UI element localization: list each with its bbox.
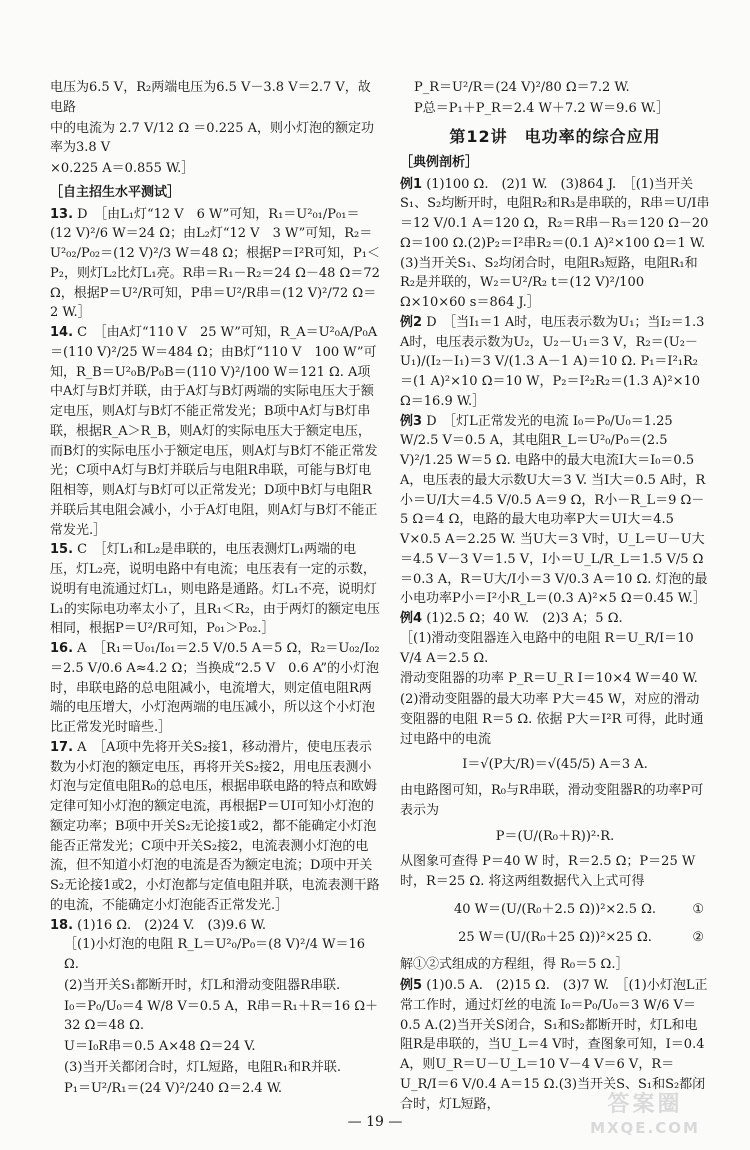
example-label: 例5 [400,978,423,994]
item-text: C ［由A灯“110 V 25 W”可知，R_A＝U²₀A/P₀A＝(110 V)²/25 W＝484 Ω；由B灯“110 V 100 W”可知，R_B＝U²₀B/P₀B＝(110 V)²/100 W＝121 Ω. A项中A灯与B灯并联，由于A灯与B灯两端的实际电压大于额定电压，则A灯与B灯不能正常发光；B项中A灯与B灯串联，根据R_A＞R_B，则A灯的实际电压大于额定电压，而B灯的实际电压小于额定电压，则A灯与B灯不能正常发光；C项中A灯与B灯并联后与电阻R串联，可能与B灯电阻相等，则A灯与B灯可以正常发光；D项中B灯与电阻R并联后其电阻会减小，小于A灯电阻，则A灯与B灯不能正常发光.］ [50,325,378,538]
item-text: D ［由L₁灯“12 V 6 W”可知，R₁＝U²₀₁/P₀₁＝(12 V)²/6 W＝24 Ω；由L₂灯“12 V 3 W”可知，R₂＝U²₀₂/P₀₂＝(12 V)²/3 W＝48 Ω；根据P＝I²R可知，P₁＜P₂，则灯L₂比灯L₁亮。R串＝R₁－R₂＝24 Ω－48 Ω＝72 Ω，根据P＝U²/R可知，P串＝U²/R串＝(12 V)²/72 Ω＝2 W.］ [50,206,380,321]
text-line: P₁＝U²/R₁＝(24 V)²/240 Ω＝2.4 W. [64,1080,283,1096]
example-item [400,175,710,313]
text-line: 滑动变阻器的功率 P_R＝U_R I＝10×4 W＝40 W. [400,671,698,687]
watermark-url: MXQE.COM [590,1119,700,1137]
example-item [400,313,710,412]
equation-1 [400,900,710,920]
watermark-text: 答案圈 [607,1092,683,1117]
example-label: 例4 [400,611,423,627]
formula-power: P＝(U/(R₀＋R))²·R. [495,828,615,844]
example-label: 例2 [400,314,423,330]
text-line: (2)滑动变阻器的最大功率 P大＝45 W，对应的滑动变阻器的电阻 R＝5 Ω. 依据 P大＝I²R 可得，此时通过电路中的电流 [400,692,704,747]
answer-item [50,738,380,916]
example-text: (1)100 Ω. (2)1 W. (3)864 J. ［(1)当开关S₁、S₂均断开时，电阻R₂和R₃是串联的，R串＝U/I串＝12 V/0.1 A＝120 Ω，R₂＝R串－R₃＝120 Ω－20 Ω＝100 Ω.(2)P₂＝I²串R₂＝(0.1 A)²×100 Ω＝1 W.(3)当开关S₁、S₂均闭合时，电阻R₃短路，电阻R₁和R₂是并联的，W₂＝U²/R₂ t＝(12 V)²/100 Ω×10×60 s＝864 J.］ [400,176,710,311]
example-item [400,609,710,629]
equation-text: 40 W＝(U/(R₀＋2.5 Ω))²×2.5 Ω. [453,901,657,917]
section-subheader: ［典例剖析］ [400,154,479,170]
text-line: ［(1)滑动变阻器连入电路中的电阻 R＝U_R/I＝10 V/4 A＝2.5 Ω. [400,630,694,666]
solution-18 [50,935,380,1098]
example-label: 例3 [400,413,423,429]
example-text: D ［当I₁＝1 A时，电压表示数为U₁；当I₂＝1.3 A时，电压表示数为U₂，U₂－U₁＝3 V，R₂＝(U₂－U₁)/(I₂－I₁)＝3 V/(1.3 A－1 A)＝10 Ω. P₁＝I²₁R₂＝(1 A)²×10 Ω＝10 W，P₂＝I²₂R₂＝(1.3 A)²×10 Ω＝16.9 W.］ [400,314,705,409]
item-number: 18. [50,917,74,933]
text-line: 从图象可查得 P＝40 W 时，R＝2.5 Ω；P＝25 W 时，R＝25 Ω. 将这两组数据代入上式可得 [400,854,696,890]
page-number: — 19 — [347,1114,403,1130]
item-text: (1)16 Ω. (2)24 V. (3)9.6 W. [77,917,266,933]
watermark-logo [570,1092,720,1144]
answer-item [50,639,380,738]
example-item [400,412,710,610]
equation-text: 25 W＝(U/(R₀＋25 Ω))²×25 Ω. [458,929,652,945]
answer-item [50,916,380,936]
text-line: 中的电流为 2.7 V/12 Ω ＝0.225 A，则小灯泡的额定功率为3.8 V [50,120,375,156]
text-line: U＝I₀R串＝0.5 A×48 Ω＝24 V. [64,1039,256,1054]
text-line: ［(1)小灯泡的电阻 R_L＝U²₀/P₀＝(8 V)²/4 W＝16 Ω. [64,937,366,972]
equation-2 [400,928,710,948]
answer-item [50,205,380,324]
item-number: 15. [50,542,74,558]
section-title: 第12讲 电功率的综合应用 [449,126,661,146]
text-line: 电压为6.5 V，R₂两端电压为6.5 V－3.8 V＝2.7 V，故电路 [50,80,371,115]
answer-item [50,540,380,639]
item-number: 14. [50,325,74,340]
text-line: 由电路图可知，R₀与R串联，滑动变阻器R的功率P可表示为 [400,783,704,818]
formula-current: I＝√(P大/R)＝√(45/5) A＝3 A. [462,757,648,773]
item-text: A ［R₁＝U₀₁/I₀₁＝2.5 V/0.5 A＝5 Ω，R₂＝U₀₂/I₀₂＝2.5 V/0.6 A≈4.2 Ω；当换成“2.5 V 0.6 A”的小灯泡时，串联电路的总电阻减小，电流增大，则定值电阻R两端的电压增大，小灯泡两端的电压减小，所以这个小灯泡比正常发光时暗些.］ [50,641,380,735]
text-line: 解①②式组成的方程组，得 R₀＝5 Ω.］ [400,957,629,973]
text-line: ×0.225 A＝0.855 W.］ [50,161,195,176]
item-number: 16. [50,641,74,656]
text-line: P总＝P₁＋P_R＝2.4 W＋7.2 W＝9.6 W.］ [414,100,670,116]
left-column [50,78,380,1099]
text-line: (2)当开关S₁都断开时，灯L和滑动变阻器R串联. [64,977,341,993]
answer-item [50,323,380,540]
example-text: (1)0.5 A. (2)15 Ω. (3)7 W. ［(1)小灯泡L正常工作时，通过灯丝的电流 I₀＝P₀/U₀＝3 W/6 V＝0.5 A.(2)当开关S闭合，S₁和S₂都断开时，灯L和电阻R是串联的，当U_L＝4 V时，查图象可知，I＝0.4 A，则U_R＝U－U_L＝10 V－4 V＝6 V，R＝U_R/I＝6 V/0.4 A＝15 Ω.(3)当开关S、S₁和S₂都闭合时，灯L短路， [400,978,708,1112]
example-text: D ［灯L正常发光的电流 I₀＝P₀/U₀＝1.25 W/2.5 V＝0.5 A，其电阻R_L＝U²₀/P₀＝(2.5 V)²/1.25 W＝5 Ω. 电路中的最大电流I大＝I₀＝0.5 A，电压表的最大示数U大＝3 V. 当I大＝0.5 A时，R小＝U/I大＝4.5 V/0.5 A＝9 Ω，R小－R_L＝9 Ω－5 Ω＝4 Ω，电路的最大电功率P大＝UI大＝4.5 V×0.5 A＝2.25 W. 当U大＝3 V时，U_L＝U－U大＝4.5 V－3 V＝1.5 V，I小＝U_L/R_L＝1.5 V/5 Ω＝0.3 A，R＝U大/I小＝3 V/0.3 A＝10 Ω. 灯泡的最小电功率P小＝I²小R_L＝(0.3 A)²×5 Ω＝0.45 W.］ [400,413,708,607]
text-line: P_R＝U²/R＝(24 V)²/80 Ω＝7.2 W. [414,80,630,95]
item-number: 17. [50,739,74,755]
equation-number: ② [692,929,704,945]
example-label: 例1 [400,176,423,192]
text-line: I₀＝P₀/U₀＝4 W/8 V＝0.5 A，R串＝R₁＋R＝16 Ω＋32 Ω＝48 Ω. [64,998,379,1034]
equation-number: ① [692,901,704,917]
item-text: C ［灯L₁和L₂是串联的，电压表测灯L₁两端的电压，灯L₂亮，说明电路中有电流；电压表有一定的示数，说明有电流通过灯L₁，则电路是通路。灯L₁不亮，说明灯L₁的实际电功率太小了，且R₁＜R₂，由于两灯的额定电压相同，根据P＝U²/R可知，P₀₁＞P₀₂.］ [50,542,380,637]
section-header: ［自主招生水平测试］ [50,184,181,200]
text-line: (3)当开关都闭合时，灯L短路，电阻R₁和R并联. [64,1059,341,1075]
item-number: 13. [50,206,74,222]
item-text: A ［A项中先将开关S₂接1，移动滑片，使电压表示数为小灯泡的额定电压，再将开关S₂接2，用电压表测小灯泡与定值电阻R₀的总电压，根据串联电路的特点和欧姆定律可知小灯泡的额定电流，再根据P＝UI可知小灯泡的额定功率；B项中开关S₂无论接1或2，都不能确定小灯泡能否正常发光；C项中开关S₂接2，电流表测小灯泡的电流，但不知道小灯泡的电流是否为额定电流；D项中开关S₂无论接1或2，小灯泡都与定值电阻并联，电流表测干路的电流，不能确定小灯泡能否正常发光.］ [50,739,380,913]
example-text: (1)2.5 Ω；40 W. (2)3 A；5 Ω. [426,611,623,627]
right-column [400,78,710,1114]
